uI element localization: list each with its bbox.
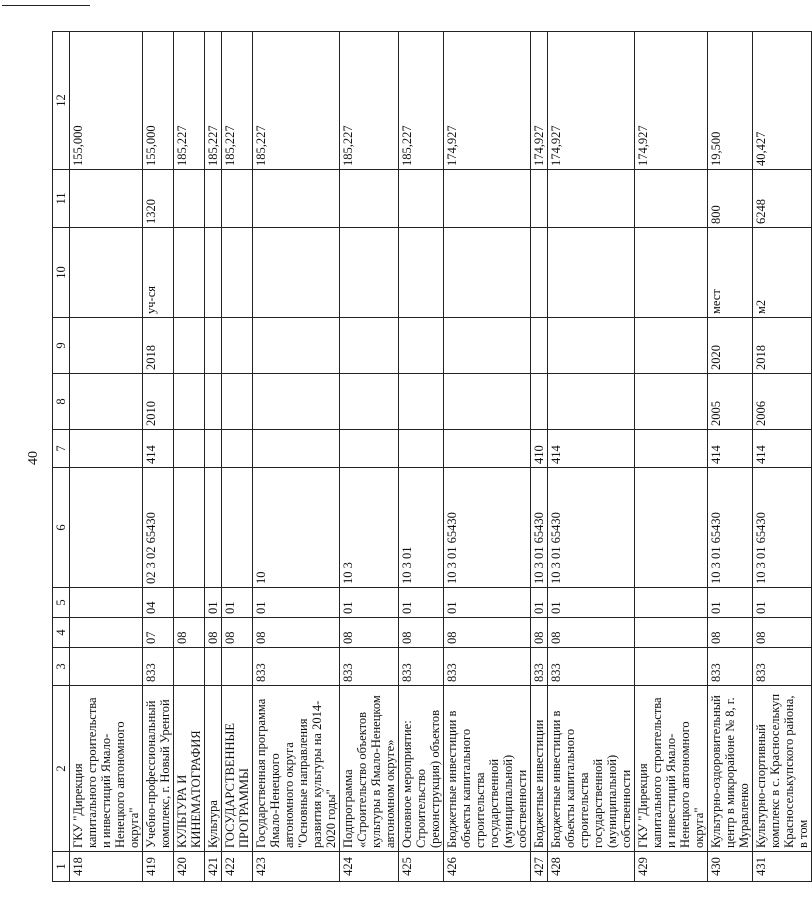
table-cell: 185,227 [174,32,205,170]
table-cell: 01 [205,588,222,618]
budget-table [52,31,812,882]
table-cell: 2006 [753,374,812,430]
table-cell [399,374,444,430]
table-cell: Бюджетные инвестиции в объекты капитального строительства государственной (муниципальной) собственности [444,686,531,852]
table-cell: 01 [222,588,253,618]
table-cell: 155,000 [143,32,174,170]
table-cell: 10 [253,468,340,588]
table-cell: Бюджетные инвестиции [531,686,548,852]
table-row [205,32,222,882]
table-cell [399,170,444,228]
table-cell: Культурно-спортивный комплекс в с. Красноселькуп Красноселькупского района, в том [753,686,812,852]
table-cell: ГКУ "Дирекция капитального строительства и инвестиций Ямало-Ненецкого автономного округа" [635,686,708,852]
table-cell: 01 [708,588,753,618]
table-cell [548,374,635,430]
page-number: 40 [26,451,41,465]
table-row [70,32,143,882]
table-cell: Культура [205,686,222,852]
table-cell [253,170,340,228]
table-cell [174,228,205,318]
table-cell [222,648,253,686]
table-row [531,32,548,882]
table-cell [205,374,222,430]
table-cell [635,618,708,648]
column-header: 10 [53,228,70,318]
table-cell: 08 [708,618,753,648]
table-cell: Подпрограмма «Строительство объектов культуры в Ямало-Ненецком автономном округе» [340,686,399,852]
table-cell [174,374,205,430]
table-cell [548,318,635,374]
table-cell: 414 [753,430,812,468]
table-cell [174,318,205,374]
table-cell: 10 3 01 65430 [531,468,548,588]
table-cell: 833 [708,648,753,686]
table-cell: 07 [143,618,174,648]
table-cell: 419 [143,852,174,882]
table-cell [205,430,222,468]
table-cell: 423 [253,852,340,882]
table-cell: 800 [708,170,753,228]
column-header: 11 [53,170,70,228]
table-cell: Культурно-оздоровительный центр в микрорайоне № 8, г. Муравленко [708,686,753,852]
table-cell [174,588,205,618]
rotated-page [26,32,810,882]
table-cell: уч-ся [143,228,174,318]
table-cell [205,170,222,228]
table-cell: 04 [143,588,174,618]
table-cell: 833 [531,648,548,686]
table-cell: 08 [253,618,340,648]
table-cell: 2010 [143,374,174,430]
table-cell: 2018 [143,318,174,374]
table-cell [444,374,531,430]
table-cell: м2 [753,228,812,318]
table-cell: 08 [222,618,253,648]
table-cell: 10 3 [340,468,399,588]
column-header: 4 [53,618,70,648]
table-cell: 01 [753,588,812,618]
table-cell [635,468,708,588]
table-cell: 421 [205,852,222,882]
table-cell: ГКУ "Дирекция капитального строительства и инвестиций Ямало-Ненецкого автономного округа" [70,686,143,852]
table-cell: 10 3 01 65430 [548,468,635,588]
table-row [548,32,635,882]
table-cell: 2018 [753,318,812,374]
table-cell [205,228,222,318]
table-cell: 414 [548,430,635,468]
table-cell: 185,227 [340,32,399,170]
table-row [444,32,531,882]
table-cell: 431 [753,852,812,882]
table-row [174,32,205,882]
table-cell: 174,927 [635,32,708,170]
column-header: 1 [53,852,70,882]
table-cell: Государственная программа Ямало-Ненецкого автономного округа "Основные направления развития культуры на 2014-2020 годы" [253,686,340,852]
column-header: 2 [53,686,70,852]
table-cell [174,430,205,468]
table-cell [174,468,205,588]
table-cell [635,374,708,430]
table-cell: 02 3 02 65430 [143,468,174,588]
table-cell: 01 [531,588,548,618]
table-cell [399,228,444,318]
header-rule [2,5,90,6]
table-cell [444,228,531,318]
table-cell: 10 3 01 [399,468,444,588]
table-cell: Бюджетные инвестиции в объекты капитального строительства государственной (муниципальной) собственности [548,686,635,852]
table-header-row [53,32,70,882]
table-cell [444,318,531,374]
table-row [399,32,444,882]
table-cell: 155,000 [70,32,143,170]
table-cell: мест [708,228,753,318]
table-cell: 19,500 [708,32,753,170]
table-cell [531,228,548,318]
table-cell: 10 3 01 65430 [444,468,531,588]
table-cell: 174,927 [444,32,531,170]
table-cell: 833 [143,648,174,686]
table-cell [635,648,708,686]
table-cell: КУЛЬТУРА И КИНЕМАТОГРАФИЯ [174,686,205,852]
table-cell [253,228,340,318]
table-cell: 2005 [708,374,753,430]
table-cell [399,430,444,468]
table-cell [340,170,399,228]
table-cell [253,374,340,430]
table-cell: 174,927 [531,32,548,170]
table-cell [222,228,253,318]
table-cell [70,648,143,686]
table-cell: 01 [444,588,531,618]
table-cell: 01 [340,588,399,618]
table-cell: 427 [531,852,548,882]
table-row [340,32,399,882]
table-cell [222,170,253,228]
table-cell: 833 [753,648,812,686]
table-cell: 6248 [753,170,812,228]
table-cell: 08 [548,618,635,648]
table-cell [399,318,444,374]
table-cell [205,648,222,686]
table-cell: 08 [340,618,399,648]
table-cell: 01 [399,588,444,618]
column-header: 5 [53,588,70,618]
table-cell: 08 [174,618,205,648]
table-cell: 185,227 [205,32,222,170]
table-cell: Учебно-профессиональный комплекс, г. Новый Уренгой [143,686,174,852]
table-cell [205,318,222,374]
table-cell: 428 [548,852,635,882]
table-cell [205,468,222,588]
table-cell [635,588,708,618]
table-cell: 08 [753,618,812,648]
table-cell: 833 [340,648,399,686]
table-cell [340,228,399,318]
table-row [143,32,174,882]
table-cell [222,318,253,374]
table-cell [531,170,548,228]
column-header: 6 [53,468,70,588]
table-cell [340,430,399,468]
table-cell [70,618,143,648]
table-cell: 424 [340,852,399,882]
table-cell [444,170,531,228]
table-cell [253,318,340,374]
table-cell [340,318,399,374]
table-cell [174,648,205,686]
table-cell [70,588,143,618]
table-cell: 08 [444,618,531,648]
table-cell [70,228,143,318]
table-cell: ГОСУДАРСТВЕННЫЕ ПРОГРАММЫ [222,686,253,852]
table-cell: 426 [444,852,531,882]
table-cell [548,228,635,318]
table-row [708,32,753,882]
table-cell [635,228,708,318]
column-header: 7 [53,430,70,468]
table-cell [635,170,708,228]
table-cell: 422 [222,852,253,882]
table-cell [635,430,708,468]
table-cell [70,374,143,430]
table-row [222,32,253,882]
table-cell: Основное мероприятие: Строительство (реконструкция) объектов [399,686,444,852]
table-cell: 833 [444,648,531,686]
table-cell [70,468,143,588]
table-cell: 833 [548,648,635,686]
table-cell [70,430,143,468]
table-cell: 420 [174,852,205,882]
column-header: 12 [53,32,70,170]
table-cell [222,374,253,430]
table-cell: 430 [708,852,753,882]
table-cell: 10 3 01 65430 [708,468,753,588]
table-cell: 08 [205,618,222,648]
table-cell: 833 [399,648,444,686]
table-cell: 174,927 [548,32,635,170]
table-cell [548,170,635,228]
column-header: 3 [53,648,70,686]
table-cell: 833 [253,648,340,686]
table-cell: 10 3 01 65430 [753,468,812,588]
table-cell: 01 [548,588,635,618]
table-row [253,32,340,882]
table-cell [174,170,205,228]
table-cell [531,374,548,430]
table-cell: 185,227 [399,32,444,170]
table-row [753,32,812,882]
table-cell: 414 [143,430,174,468]
table-cell [222,430,253,468]
table-cell [444,430,531,468]
table-cell: 418 [70,852,143,882]
table-cell [70,170,143,228]
table-cell: 425 [399,852,444,882]
table-cell [222,468,253,588]
column-header: 8 [53,374,70,430]
table-cell [70,318,143,374]
column-header: 9 [53,318,70,374]
table-cell [340,374,399,430]
table-cell [253,430,340,468]
table-cell: 429 [635,852,708,882]
table-cell: 40,427 [753,32,812,170]
table-cell [531,318,548,374]
table-cell: 08 [399,618,444,648]
table-cell: 2020 [708,318,753,374]
table-cell: 01 [253,588,340,618]
table-cell: 410 [531,430,548,468]
table-cell: 414 [708,430,753,468]
table-cell: 185,227 [222,32,253,170]
table-cell: 185,227 [253,32,340,170]
table-cell: 08 [531,618,548,648]
table-cell [635,318,708,374]
table-cell: 1320 [143,170,174,228]
table-row [635,32,708,882]
